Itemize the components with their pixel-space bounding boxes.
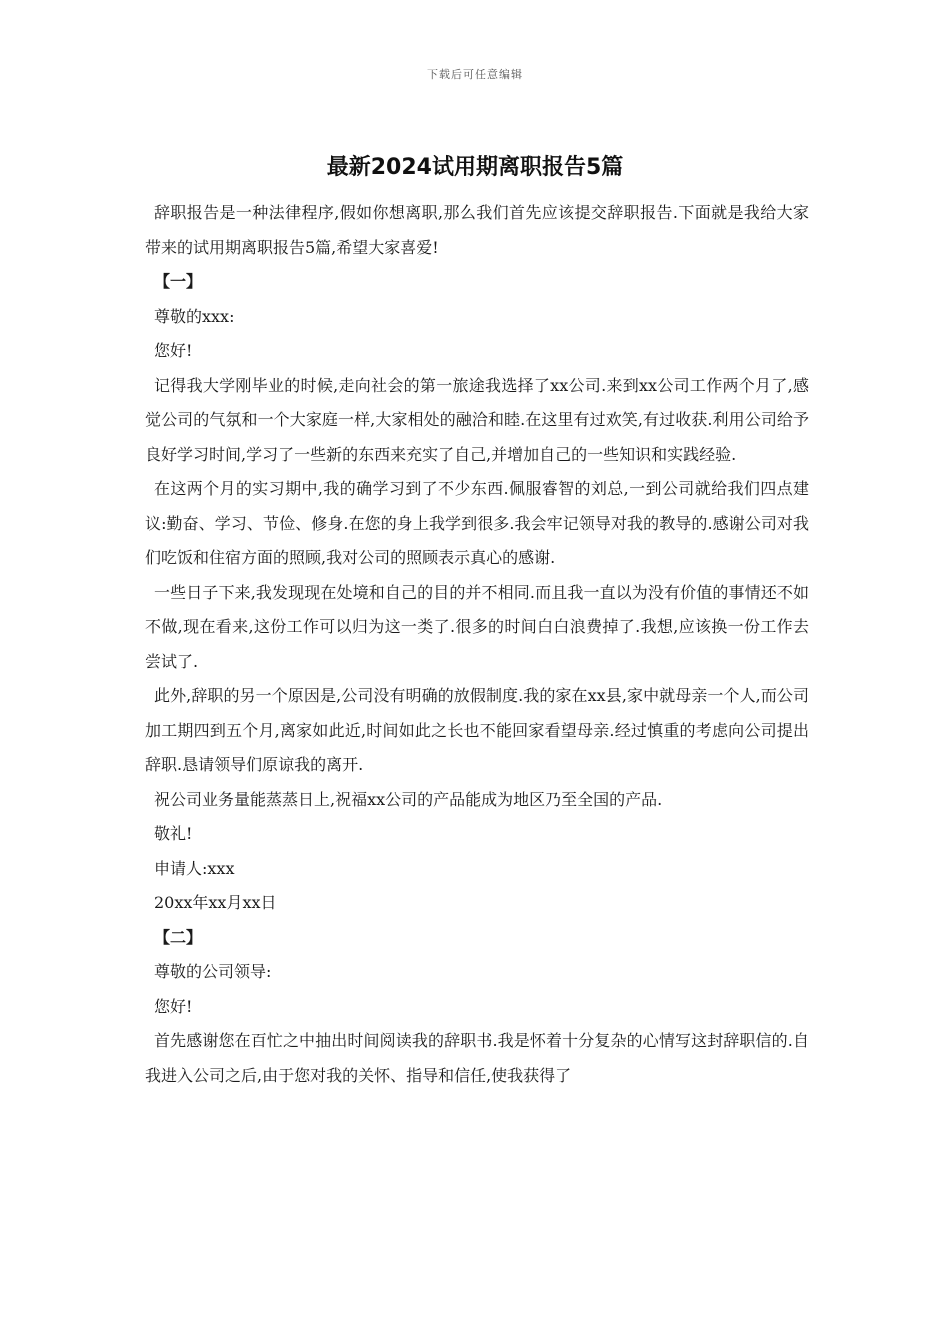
paragraph-body: 首先感谢您在百忙之中抽出时间阅读我的辞职书.我是怀着十分复杂的心情写这封辞职信的.自我进入公司之后,由于您对我的关怀、指导和信任,使我获得了 bbox=[145, 1031, 809, 1085]
document-body bbox=[145, 196, 809, 1093]
header-note: 下载后可任意编辑 bbox=[427, 68, 523, 81]
paragraph-body: 一些日子下来,我发现现在处境和自己的目的并不相同.而且我一直以为没有价值的事情还不如不做,现在看来,这份工作可以归为这一类了.很多的时间白白浪费掉了.我想,应该换一份工作去尝试了. bbox=[145, 582, 809, 671]
salutation: 尊敬的xxx: bbox=[154, 306, 235, 326]
paragraph-body: 此外,辞职的另一个原因是,公司没有明确的放假制度.我的家在xx县,家中就母亲一个人,而公司加工期四到五个月,离家如此近,时间如此之长也不能回家看望母亲.经过慎重的考虑向公司提出辞职.恳请领导们原谅我的离开. bbox=[145, 686, 809, 774]
signature-applicant: 申请人:xxx bbox=[154, 858, 235, 878]
page-title: 最新2024试用期离职报告5篇 bbox=[326, 155, 624, 180]
signature-date: 20xx年xx月xx日 bbox=[154, 893, 277, 912]
salutation: 尊敬的公司领导: bbox=[154, 962, 272, 981]
section-marker-1: 【一】 bbox=[154, 272, 203, 291]
greeting: 您好! bbox=[154, 996, 193, 1016]
paragraph-body: 记得我大学刚毕业的时候,走向社会的第一旅途我选择了xx公司.来到xx公司工作两个月了,感觉公司的气氛和一个大家庭一样,大家相处的融洽和睦.在这里有过欢笑,有过收获.利用公司给予良好学习时间,学习了一些新的东西来充实了自己,并增加自己的一些知识和实践经验. bbox=[145, 375, 809, 464]
section-marker-2: 【二】 bbox=[154, 927, 203, 947]
paragraph-intro: 辞职报告是一种法律程序,假如你想离职,那么我们首先应该提交辞职报告.下面就是我给大家带来的试用期离职报告5篇,希望大家喜爱! bbox=[145, 203, 809, 257]
paragraph-body: 祝公司业务量能蒸蒸日上,祝福xx公司的产品能成为地区乃至全国的产品. bbox=[154, 789, 663, 809]
closing: 敬礼! bbox=[154, 824, 193, 843]
paragraph-body: 在这两个月的实习期中,我的确学习到了不少东西.佩服睿智的刘总,一到公司就给我们四点建议:勤奋、学习、节俭、修身.在您的身上我学到很多.我会牢记领导对我的教导的.感谢公司对我们吃饭和住宿方面的照顾,我对公司的照顾表示真心的感谢. bbox=[145, 479, 809, 567]
greeting: 您好! bbox=[154, 341, 193, 360]
